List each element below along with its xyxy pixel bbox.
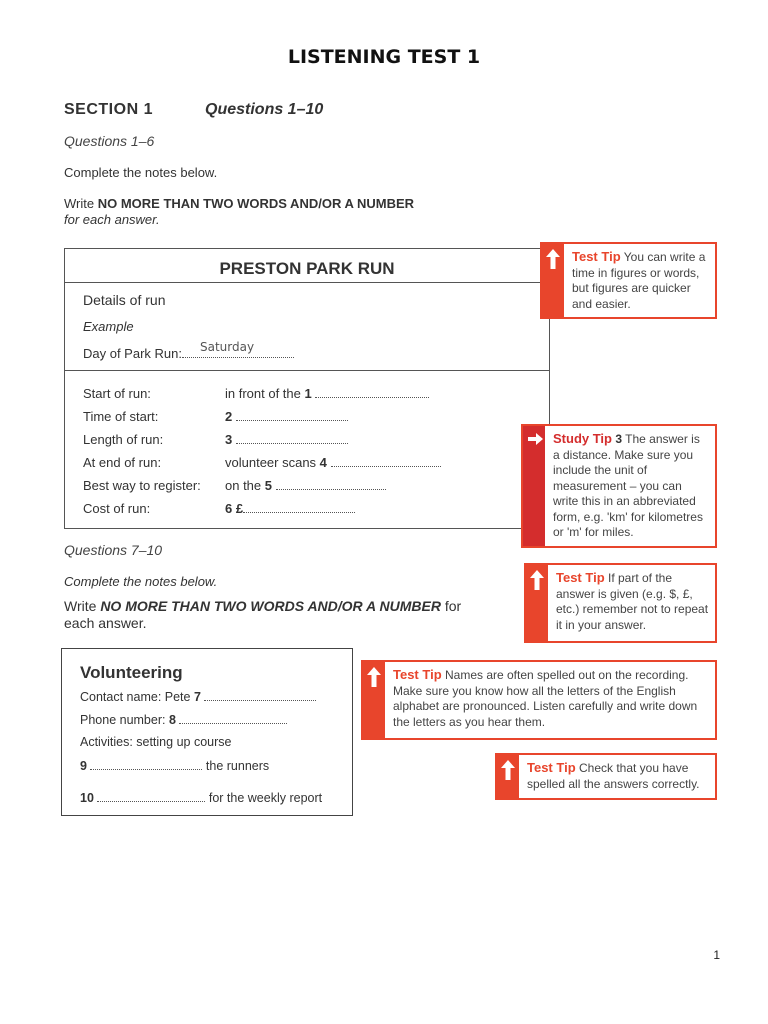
answer-blank-1[interactable]: [315, 386, 429, 398]
tip-text: [393, 667, 709, 730]
tip-text: [527, 760, 709, 792]
answer-blank-3[interactable]: [236, 432, 348, 444]
tip-sidebar: [526, 565, 548, 641]
q10-row: [80, 790, 322, 805]
contact-label: Contact name: Pete: [80, 690, 194, 704]
test-tip-check-spelling: [495, 753, 717, 800]
test-tip-time: [540, 242, 717, 319]
tip-sidebar: [363, 662, 385, 738]
up-arrow-icon: [529, 569, 545, 591]
question-number-2: 2: [225, 409, 233, 424]
tip-label: Test Tip: [393, 667, 442, 682]
phone-label: Phone number:: [80, 713, 169, 727]
tip-sidebar: [497, 755, 519, 798]
q9-text: the runners: [205, 759, 270, 773]
contact-row: [80, 689, 316, 704]
row-label-5: Best way to register:: [83, 478, 201, 493]
up-arrow-icon: [545, 248, 561, 270]
instruction-suffix: for: [440, 598, 462, 614]
tip-text: [572, 249, 709, 312]
row-label-3: Length of run:: [83, 432, 164, 447]
test-tip-currency: [524, 563, 717, 643]
row-prefix: in front of the: [225, 386, 305, 401]
instruction-complete-notes-2: Complete the notes below.: [64, 574, 218, 589]
tip-label: Test Tip: [556, 570, 605, 585]
questions-1-6-heading: Questions 1–6: [64, 133, 155, 149]
example-label: Example: [83, 319, 134, 334]
question-number-5: 5: [264, 478, 272, 493]
tip-label: Test Tip: [572, 249, 621, 264]
tip-text: [553, 431, 709, 541]
example-field-label: Day of Park Run:: [83, 346, 182, 361]
question-number-3: 3: [225, 432, 233, 447]
question-number-8: 8: [168, 713, 176, 727]
answer-blank-2[interactable]: [236, 409, 348, 421]
answer-row-6: [225, 501, 355, 516]
instruction-complete-notes-1: Complete the notes below.: [64, 165, 218, 180]
answer-row-4: [225, 455, 441, 470]
answer-row-1: [225, 386, 429, 401]
activities-row: Activities: setting up course: [80, 735, 232, 749]
instruction-prefix: Write: [64, 196, 98, 211]
instruction-word-limit-2: [64, 598, 484, 632]
tip-content: Names are often spelled out on the recording. Make sure you know how all the letters of the English alphabet are pronounced. Listen carefully and write down the letters as you hear them.: [393, 668, 698, 729]
example-row: [83, 340, 294, 361]
row-prefix: on the: [225, 478, 265, 493]
up-arrow-icon: [366, 666, 382, 688]
instruction-prefix: Write: [64, 598, 101, 614]
instruction-emphasis: NO MORE THAN TWO WORDS AND/OR A NUMBER: [100, 598, 441, 614]
preston-title: PRESTON PARK RUN: [219, 259, 395, 278]
answer-row-3: [225, 432, 348, 447]
volunteering-notes: [61, 648, 353, 816]
q10-text: for the weekly report: [208, 791, 323, 805]
tip-content: The answer is a distance. Make sure you include the unit of measurement – you can write this in an abbreviated form, e.g. 'km' for kilometres or 'm' for miles.: [553, 432, 703, 539]
page-number: 1: [713, 948, 720, 962]
answer-blank-9[interactable]: [90, 758, 202, 770]
question-number-7: 7: [193, 690, 201, 704]
answer-blank-10[interactable]: [97, 790, 205, 802]
example-answer: Saturday: [200, 340, 255, 354]
question-number-9: 9: [80, 759, 87, 773]
tip-content: If part of the answer is given (e.g. $, £, etc.) remember not to repeat it in your answer.: [556, 571, 709, 632]
page-title: LISTENING TEST 1: [287, 46, 481, 68]
question-number-1: 1: [304, 386, 312, 401]
section-label: SECTION 1: [64, 101, 153, 118]
up-arrow-icon: [500, 759, 516, 781]
row-label-2: Time of start:: [83, 409, 159, 424]
tip-content: Check that you have spelled all the answers correctly.: [527, 761, 700, 791]
instruction-word-limit-1: [64, 196, 484, 228]
answer-blank-4[interactable]: [331, 455, 441, 467]
answer-row-5: [225, 478, 386, 493]
instruction-emphasis: NO MORE THAN TWO WORDS AND/OR A NUMBER: [97, 196, 415, 211]
q9-row: [80, 758, 269, 773]
preston-park-run-notes: [64, 248, 550, 529]
divider: [65, 370, 549, 371]
answer-blank-6[interactable]: [243, 501, 355, 513]
row-label-6: Cost of run:: [83, 501, 151, 516]
tip-question-number: 3: [615, 432, 623, 446]
tip-label: Study Tip: [553, 431, 612, 446]
answer-row-2: [225, 409, 348, 424]
row-label-1: Start of run:: [83, 386, 151, 401]
answer-blank-5[interactable]: [276, 478, 386, 490]
questions-7-10-heading: Questions 7–10: [64, 542, 163, 558]
tip-label: Test Tip: [527, 760, 576, 775]
divider: [65, 282, 549, 283]
test-tip-spelling-names: [361, 660, 717, 740]
volunteering-title: Volunteering: [80, 663, 183, 682]
details-heading: Details of run: [83, 292, 166, 308]
tip-sidebar: [523, 426, 545, 546]
answer-blank-8[interactable]: [179, 712, 287, 724]
instruction-suffix: for each answer.: [64, 212, 160, 227]
question-number-6: 6 £: [225, 501, 244, 516]
example-answer-line: [182, 340, 294, 358]
question-number-4: 4: [319, 455, 327, 470]
right-arrow-icon: [526, 430, 544, 448]
tip-sidebar: [542, 244, 564, 317]
answer-blank-7[interactable]: [204, 689, 316, 701]
row-label-4: At end of run:: [83, 455, 162, 470]
study-tip-distance: [521, 424, 717, 548]
phone-row: [80, 712, 287, 727]
question-number-10: 10: [80, 791, 94, 805]
row-prefix: volunteer scans: [225, 455, 320, 470]
instruction-line-3: each answer.: [64, 615, 147, 631]
tip-text: [556, 570, 709, 633]
section-range: Questions 1–10: [205, 101, 324, 118]
tip-content: You can write a time in figures or words, but figures are quicker and easier.: [572, 250, 706, 311]
